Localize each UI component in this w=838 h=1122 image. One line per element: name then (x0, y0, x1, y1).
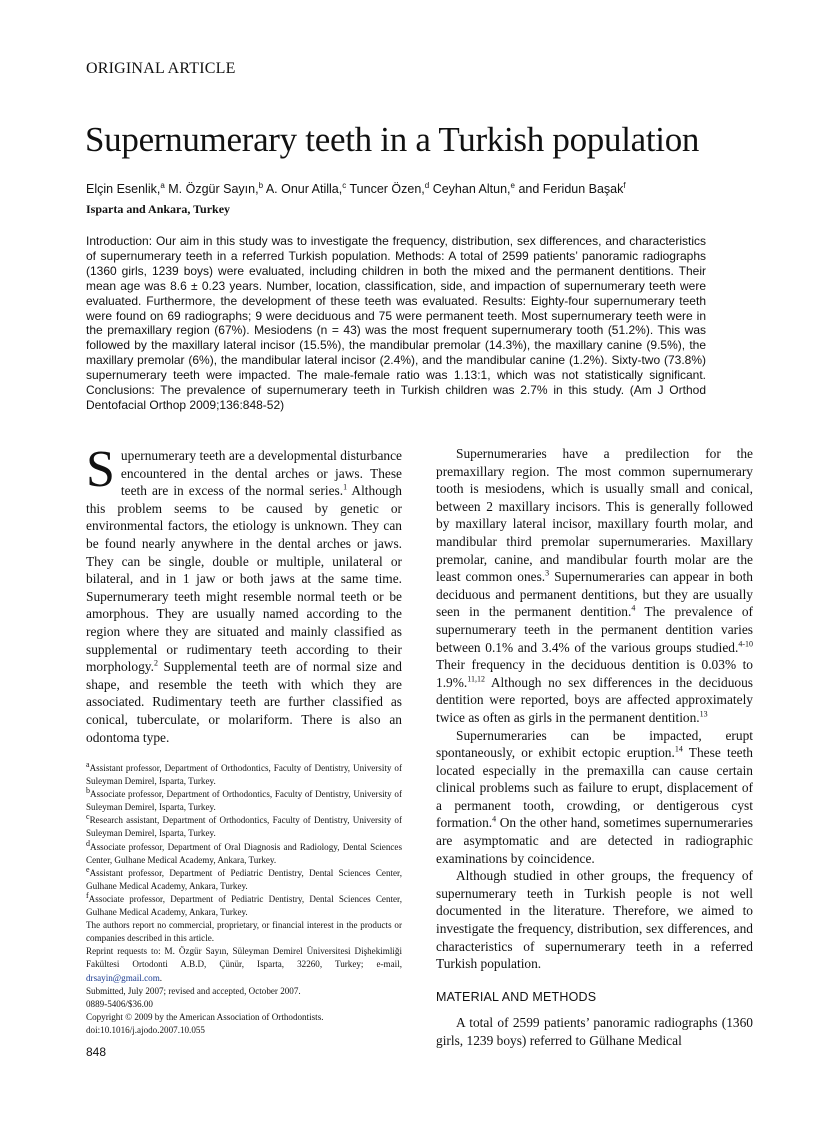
abstract: Introduction: Our aim in this study was to investigate the frequency, distribution, sex differences, and characteristics of supernumerary teeth in a referred Turkish population. Methods: A total of 2599 patients’ panoramic radiographs (1360 girls, 1239 boys) were evaluated, including children in both the mixed and the permanent dentitions. Their mean age was 8.6 ± 0.23 years. Number, location, classification, side, and impaction of supernumerary teeth were evaluated. Furthermore, the development of these teeth was evaluated. Results: Eighty-four supernumerary teeth were found on 69 radiographs; 9 were deciduous and 75 were permanent teeth. Most supernumerary teeth were in the premaxillary region (67%). Mesiodens (n = 43) was the most frequent supernumerary tooth (51.2%). This was followed by the maxillary lateral incisor (15.5%), the mandibular premolar (14.3%), the maxillary canine (9.5%), the maxillary premolar (6%), the mandibular lateral incisor (2.4%), and the mandibular canine (1.2%). Sixty-two (73.8%) supernumerary teeth were impacted. The male-female ratio was 1.13:1, which was not statistically significant. Conclusions: The prevalence of supernumerary teeth in Turkish children was 2.7% in this study. (Am J Orthod Dentofacial Orthop 2009;136:848-52) (86, 234, 706, 412)
drop-cap: S (86, 441, 115, 498)
affiliation-footnote (86, 814, 402, 840)
affiliation-footnote (86, 864, 402, 893)
author-affiliation-mark: d (424, 180, 430, 190)
email-suffix: . (159, 972, 163, 983)
paragraph-methods: A total of 2599 patients’ panoramic radiographs (1360 girls, 1239 boys) referred to Gülhane Medical (436, 1015, 753, 1048)
author-name: Ceyhan Altun, (429, 182, 511, 196)
text-run: Supernumeraries have a predilection for the premaxillary region. The most common supernumerary tooth is mesiodens, which is usually small and conical, between 2 maxillary incisors. This is generally followed by maxillary lateral incisor, maxillary fourth molar, and mandibular third premolar supernumeraries. Maxillary premolar, canine, and mandibular fourth molar are the least common ones. (436, 446, 753, 585)
text-run: These teeth located especially in the premaxilla can cause certain clinical problems such as failure to erupt, displacement of a permanent tooth, crowding, or dentigerous cyst formation. (436, 745, 754, 831)
citation-ref[interactable]: 4-10 (738, 639, 753, 649)
page-number: 848 (86, 1045, 107, 1059)
text-run: Supernumeraries can appear in both deciduous and permanent dentitions, but they are usually seen in the permanent dentition. (436, 569, 753, 620)
text-run: Their frequency in the deciduous dentition is 0.03% to 1.9%. (436, 657, 753, 690)
submission-dates: Submitted, July 2007; revised and accepted, October 2007. (86, 985, 301, 996)
author-affiliation-mark: f (623, 180, 626, 190)
footnote-mark: d (86, 838, 90, 848)
footnote-text: Associate professor, Department of Oral Diagnosis and Radiology, Dental Sciences Center, Gulhane Medical Academy, Ankara, Turkey. (86, 841, 402, 865)
affiliation-footnote (86, 890, 402, 919)
author-list (86, 182, 626, 196)
paragraph-impaction (436, 727, 753, 868)
author-location: Isparta and Ankara, Turkey (86, 202, 231, 216)
affiliation-footnote (86, 759, 402, 788)
text-run: On the other hand, sometimes supernumeraries are asymptomatic and are detected in radiographic examinations by coincidence. (436, 815, 753, 866)
copyright: Copyright © 2009 by the American Association of Orthodontists. (86, 1011, 324, 1022)
footnote-mark: c (86, 812, 90, 822)
affiliation-footnotes (86, 759, 402, 919)
affiliation-footnote (86, 788, 402, 814)
paragraph-predilection (436, 445, 753, 727)
section-heading-methods: MATERIAL AND METHODS (436, 989, 597, 1004)
footnote-text: Assistant professor, Department of Pediatric Dentistry, Dental Sciences Center, Gulhane Medical Academy, Ankara, Turkey. (86, 867, 402, 891)
footnote-mark: f (86, 890, 89, 900)
citation-ref[interactable]: 1 (343, 482, 348, 492)
citation-ref[interactable]: 3 (545, 568, 550, 578)
affiliation-footnote (86, 838, 402, 867)
text-run: upernumerary teeth are a developmental disturbance encountered in the dental arches or jaws. These teeth are in excess of the normal series. (120, 448, 402, 499)
footnote-text: Associate professor, Department of Orthodontics, Faculty of Dentistry, University of Suleyman Demirel, Isparta, Turkey. (86, 789, 402, 813)
text-run: Although no sex differences in the deciduous dentition were reported, boys are affected approximately twice as often as girls in the permanent dentition. (436, 674, 753, 725)
author-name: Tuncer Özen, (346, 182, 425, 196)
author-affiliation-mark: a (160, 180, 165, 190)
text-run: Supernumeraries can be impacted, erupt spontaneously, or exhibit ectopic eruption. (436, 727, 753, 761)
issn: 0889-5406/$36.00 (86, 998, 153, 1009)
citation-ref[interactable]: 2 (153, 658, 158, 668)
body-column-left (86, 441, 402, 746)
paragraph-aim: Although studied in other groups, the frequency of supernumerary teeth in Turkish people is not well documented in the literature. Therefore, we aimed to investigate the frequency, distribution, sex differences, and characteristics of supernumerary teeth in a referred Turkish population. (436, 868, 753, 972)
citation-ref[interactable]: 4 (492, 815, 497, 824)
article-title: Supernumerary teeth in a Turkish population (85, 120, 700, 159)
author-name: Elçin Esenlik, (86, 182, 161, 196)
body-column-right (436, 445, 753, 1050)
author-name: M. Özgür Sayın, (164, 182, 259, 196)
citation-ref[interactable]: 13 (699, 709, 708, 719)
text-run: Supplemental teeth are of normal size and shape, and resemble the teeth with which they are associated. Rudimentary teeth are further classified as conical, tuberculate, or molariform. There is also an odontoma type. (86, 659, 402, 745)
footnote-text: Assistant professor, Department of Orthodontics, Faculty of Dentistry, University of Suleyman Demirel, Isparta, Turkey. (86, 763, 402, 787)
author-affiliation-mark: e (510, 180, 515, 190)
paragraph-intro (86, 441, 402, 746)
disclosure-note: The authors report no commercial, proprietary, or financial interest in the products or companies described in this article. (86, 920, 402, 944)
footnote-text: Research assistant, Department of Orthodontics, Faculty of Dentistry, University of Suleyman Demirel, Isparta, Turkey. (86, 815, 402, 839)
footnote-mark: b (86, 786, 90, 796)
citation-ref[interactable]: 11,12 (467, 674, 485, 684)
footnote-mark: e (86, 864, 90, 874)
citation-ref[interactable]: 14 (674, 744, 683, 754)
author-name: A. Onur Atilla, (263, 182, 343, 196)
author-name: and Feridun Başak (514, 182, 624, 196)
paragraph-intro-text (86, 441, 402, 745)
section-label: ORIGINAL ARTICLE (86, 60, 236, 77)
footnote-mark: a (86, 759, 90, 769)
author-affiliation-mark: c (342, 180, 347, 190)
text-run: Although this problem seems to be caused by genetic or environmental factors, the etiology is unknown. They can be found nearly anywhere in the dental arches or jaws. They can be single, double or multiple, unilateral or bilateral, and in 1 jaw or both jaws at the same time. Supernumerary teeth might resemble normal teeth or be amorphous. They are usually named according to the region where they are situated and mainly classified as supplemental or rudimentary teeth according to their morphology. (86, 483, 402, 675)
footnotes (86, 759, 402, 1037)
footnote-text: Associate professor, Department of Pediatric Dentistry, Dental Sciences Center, Gulhane Medical Academy, Ankara, Turkey. (86, 893, 402, 918)
reprint-text: Reprint requests to: M. Özgür Sayın, Süleyman Demirel Üniversitesi Dişhekimliği Fakültesi Ortodonti A.B.D, Çünür, Isparta, 32260, Turkey; e-mail, (86, 946, 402, 970)
author-affiliation-mark: b (258, 180, 264, 190)
email-link[interactable]: drsayin@gmail.com (86, 972, 160, 983)
reprint-note (86, 945, 402, 984)
doi: doi:10.1016/j.ajodo.2007.10.055 (86, 1024, 205, 1035)
citation-ref[interactable]: 4 (631, 603, 636, 613)
text-run: The prevalence of supernumerary teeth in the permanent dentition varies between 0.1% and 3.4% of the various groups studied. (436, 604, 753, 655)
